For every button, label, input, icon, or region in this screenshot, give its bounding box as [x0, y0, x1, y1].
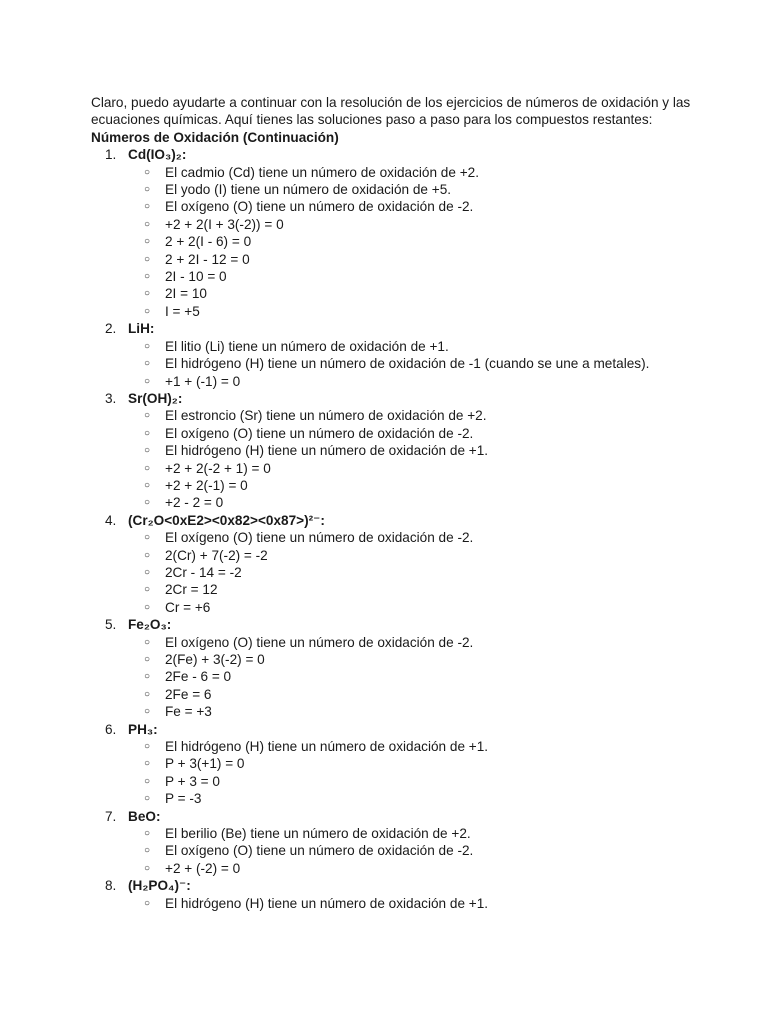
step-text: El yodo (I) tiene un número de oxidación de +5. — [165, 182, 452, 198]
exercise-formula: Fe₂O₃: — [128, 617, 172, 633]
exercise-item — [91, 877, 708, 912]
step-item — [144, 668, 708, 685]
circle-bullet-icon: ○ — [144, 897, 151, 909]
circle-bullet-icon: ○ — [144, 532, 151, 544]
step-item — [144, 755, 708, 772]
circle-bullet-icon: ○ — [144, 288, 151, 300]
circle-bullet-icon: ○ — [144, 236, 151, 248]
step-text: El hidrógeno (H) tiene un número de oxidación de +1. — [165, 739, 489, 755]
step-item — [144, 651, 708, 668]
exercise-formula: Cd(IO₃)₂: — [128, 147, 187, 163]
exercise-number: 6. — [105, 721, 117, 737]
step-list — [128, 338, 708, 390]
step-item — [144, 407, 708, 424]
circle-bullet-icon: ○ — [144, 166, 151, 178]
step-item — [144, 268, 708, 285]
step-item — [144, 425, 708, 442]
circle-bullet-icon: ○ — [144, 445, 151, 457]
circle-bullet-icon: ○ — [144, 479, 151, 491]
circle-bullet-icon: ○ — [144, 427, 151, 439]
step-item — [144, 842, 708, 859]
exercise-formula: LiH: — [128, 321, 155, 337]
step-list — [128, 634, 708, 721]
step-text: +1 + (-1) = 0 — [165, 373, 241, 389]
step-item — [144, 181, 708, 198]
step-item — [144, 581, 708, 598]
step-text: El oxígeno (O) tiene un número de oxidación de -2. — [165, 199, 474, 215]
circle-bullet-icon: ○ — [144, 201, 151, 213]
circle-bullet-icon: ○ — [144, 688, 151, 700]
exercise-item — [91, 616, 708, 720]
circle-bullet-icon: ○ — [144, 793, 151, 805]
exercise-number: 7. — [105, 808, 117, 824]
step-text: 2Cr = 12 — [165, 582, 218, 598]
step-item — [144, 773, 708, 790]
step-list — [128, 738, 708, 808]
step-text: 2 + 2I - 12 = 0 — [165, 251, 250, 267]
step-text: El oxígeno (O) tiene un número de oxidación de -2. — [165, 425, 474, 441]
step-item — [144, 599, 708, 616]
circle-bullet-icon: ○ — [144, 271, 151, 283]
step-text: El oxígeno (O) tiene un número de oxidación de -2. — [165, 634, 474, 650]
step-item — [144, 895, 708, 912]
step-list — [128, 407, 708, 511]
circle-bullet-icon: ○ — [144, 636, 151, 648]
exercise-number: 2. — [105, 321, 117, 337]
circle-bullet-icon: ○ — [144, 218, 151, 230]
exercise-number: 1. — [105, 147, 117, 163]
step-text: 2(Fe) + 3(-2) = 0 — [165, 652, 265, 667]
step-text: Fe = +3 — [165, 704, 212, 720]
step-text: El oxígeno (O) tiene un número de oxidación de -2. — [165, 843, 474, 859]
step-text: +2 - 2 = 0 — [165, 495, 224, 511]
step-item — [144, 303, 708, 320]
exercise-item — [91, 390, 708, 512]
circle-bullet-icon: ○ — [144, 375, 151, 387]
circle-bullet-icon: ○ — [144, 601, 151, 613]
step-text: P = -3 — [165, 791, 202, 807]
step-text: 2I = 10 — [165, 286, 207, 302]
step-text: P + 3(+1) = 0 — [165, 756, 245, 772]
step-item — [144, 233, 708, 250]
exercise-item — [91, 320, 708, 390]
step-text: El estroncio (Sr) tiene un número de oxidación de +2. — [165, 408, 487, 424]
circle-bullet-icon: ○ — [144, 758, 151, 770]
step-item — [144, 285, 708, 302]
step-item — [144, 477, 708, 494]
circle-bullet-icon: ○ — [144, 184, 151, 196]
circle-bullet-icon: ○ — [144, 410, 151, 422]
step-item — [144, 860, 708, 877]
step-item — [144, 547, 708, 564]
circle-bullet-icon: ○ — [144, 549, 151, 561]
circle-bullet-icon: ○ — [144, 845, 151, 857]
step-text: El litio (Li) tiene un número de oxidación de +1. — [165, 338, 449, 354]
step-item — [144, 738, 708, 755]
intro-paragraph: Claro, puedo ayudarte a continuar con la resolución de los ejercicios de números de oxidación y las ecuaciones químicas. Aquí tienes las soluciones paso a paso para los compuestos restantes: — [91, 95, 691, 128]
circle-bullet-icon: ○ — [144, 741, 151, 753]
exercise-number: 5. — [105, 617, 117, 633]
section-title: Números de Oxidación (Continuación) — [91, 129, 339, 145]
circle-bullet-icon: ○ — [144, 775, 151, 787]
step-item — [144, 790, 708, 807]
exercise-formula: BeO: — [128, 808, 161, 824]
exercise-formula: PH₃: — [128, 721, 158, 737]
step-item — [144, 198, 708, 215]
step-text: El hidrógeno (H) tiene un número de oxidación de +1. — [165, 895, 489, 911]
circle-bullet-icon: ○ — [144, 340, 151, 352]
step-text: 2(Cr) + 7(-2) = -2 — [165, 547, 268, 563]
exercise-item — [91, 808, 708, 878]
exercise-number: 4. — [105, 512, 117, 528]
step-text: El cadmio (Cd) tiene un número de oxidación de +2. — [165, 164, 479, 180]
step-item — [144, 164, 708, 181]
exercise-item — [91, 512, 708, 616]
step-item — [144, 529, 708, 546]
step-list — [128, 895, 708, 912]
circle-bullet-icon: ○ — [144, 584, 151, 596]
step-item — [144, 460, 708, 477]
step-item — [144, 564, 708, 581]
exercise-number: 8. — [105, 878, 117, 894]
exercise-formula: (H₂PO₄)⁻: — [128, 878, 191, 894]
step-item — [144, 216, 708, 233]
step-text: P + 3 = 0 — [165, 773, 220, 789]
exercise-list — [91, 146, 708, 912]
step-text: +2 + 2(I + 3(-2)) = 0 — [165, 216, 284, 232]
step-text: I = +5 — [165, 303, 200, 319]
step-text: El berilio (Be) tiene un número de oxidación de +2. — [165, 826, 471, 842]
step-text: El oxígeno (O) tiene un número de oxidación de -2. — [165, 530, 474, 546]
circle-bullet-icon: ○ — [144, 358, 151, 370]
circle-bullet-icon: ○ — [144, 253, 151, 265]
step-item — [144, 494, 708, 511]
step-text: +2 + 2(-2 + 1) = 0 — [165, 460, 271, 476]
step-text: El hidrógeno (H) tiene un número de oxidación de -1 (cuando se une a metales). — [165, 356, 650, 372]
circle-bullet-icon: ○ — [144, 305, 151, 317]
circle-bullet-icon: ○ — [144, 862, 151, 874]
circle-bullet-icon: ○ — [144, 462, 151, 474]
step-text: 2I - 10 = 0 — [165, 269, 227, 285]
step-text: 2Fe - 6 = 0 — [165, 669, 232, 685]
step-list — [128, 825, 708, 877]
step-text: +2 + 2(-1) = 0 — [165, 477, 248, 493]
step-item — [144, 373, 708, 390]
circle-bullet-icon: ○ — [144, 566, 151, 578]
step-text: Cr = +6 — [165, 599, 211, 615]
exercise-item — [91, 146, 708, 320]
step-item — [144, 634, 708, 651]
step-text: El hidrógeno (H) tiene un número de oxidación de +1. — [165, 443, 489, 459]
step-item — [144, 251, 708, 268]
exercise-formula: (Cr₂O<0xE2><0x82><0x87>)²⁻: — [128, 512, 325, 528]
step-text: 2Fe = 6 — [165, 686, 212, 702]
circle-bullet-icon: ○ — [144, 706, 151, 718]
step-item — [144, 442, 708, 459]
step-item — [144, 686, 708, 703]
step-text: 2Cr - 14 = -2 — [165, 564, 242, 580]
step-item — [144, 338, 708, 355]
circle-bullet-icon: ○ — [144, 497, 151, 509]
step-item — [144, 355, 708, 372]
circle-bullet-icon: ○ — [144, 654, 151, 665]
step-list — [128, 529, 708, 616]
exercise-number: 3. — [105, 390, 117, 406]
step-list — [128, 164, 708, 321]
exercise-formula: Sr(OH)₂: — [128, 390, 183, 406]
exercise-item — [91, 721, 708, 808]
step-item — [144, 825, 708, 842]
step-text: +2 + (-2) = 0 — [165, 860, 241, 876]
step-item — [144, 703, 708, 720]
circle-bullet-icon: ○ — [144, 828, 151, 840]
step-text: 2 + 2(I - 6) = 0 — [165, 234, 252, 250]
circle-bullet-icon: ○ — [144, 671, 151, 683]
